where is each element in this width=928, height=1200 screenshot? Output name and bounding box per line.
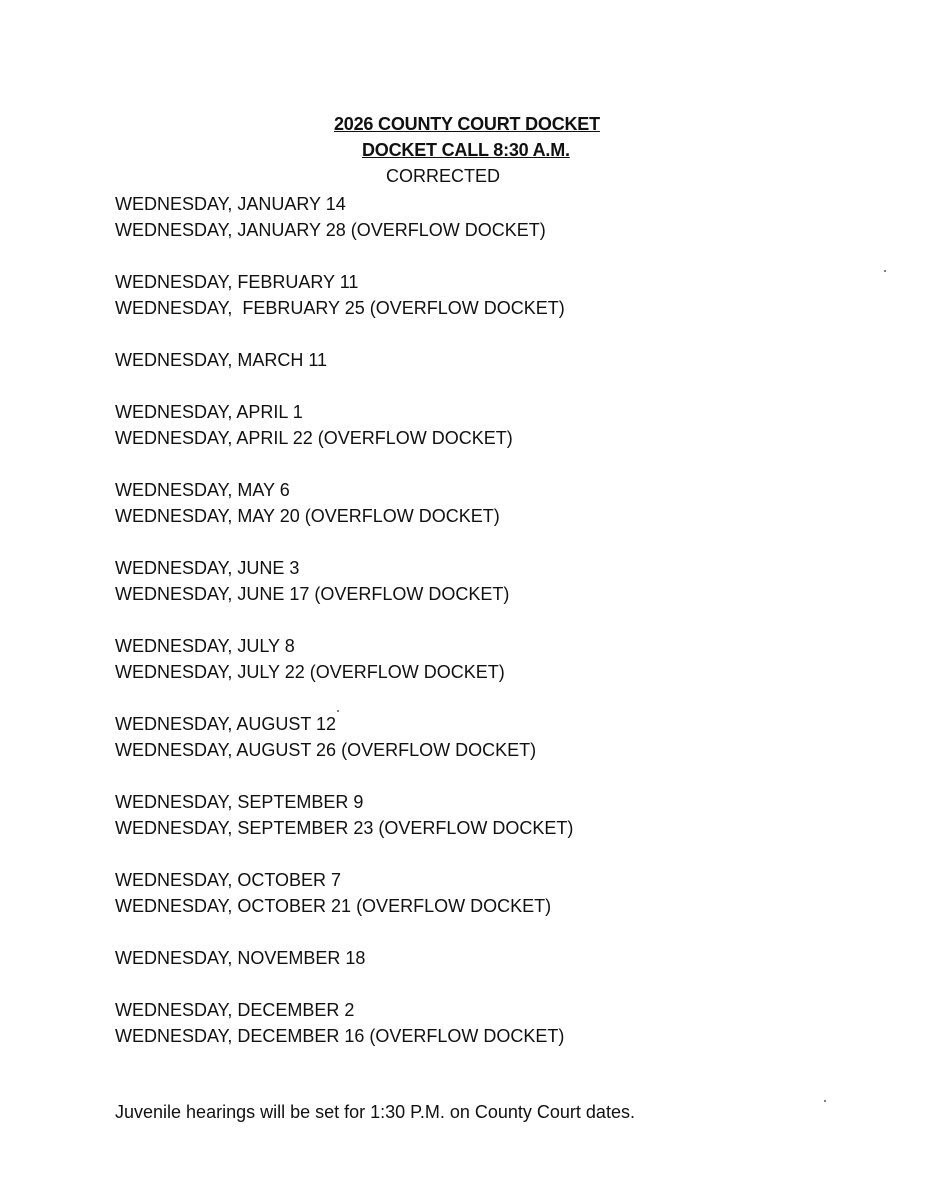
overflow-docket-date: WEDNESDAY, AUGUST 26 (OVERFLOW DOCKET)	[115, 740, 537, 760]
month-group	[115, 191, 815, 243]
docket-date: WEDNESDAY, JULY 8	[115, 636, 295, 656]
corrected-label: CORRECTED	[386, 166, 501, 186]
scan-speck	[337, 710, 339, 712]
month-group	[115, 347, 815, 373]
overflow-docket-date: WEDNESDAY, SEPTEMBER 23 (OVERFLOW DOCKET)	[115, 818, 574, 838]
docket-call-time: DOCKET CALL 8:30 A.M.	[362, 140, 570, 160]
scan-speck	[884, 270, 886, 272]
docket-date: WEDNESDAY, OCTOBER 7	[115, 870, 342, 890]
docket-date: WEDNESDAY, JUNE 3	[115, 558, 300, 578]
docket-date: WEDNESDAY, JANUARY 14	[115, 194, 346, 214]
month-group	[115, 997, 815, 1049]
docket-date: WEDNESDAY, MAY 6	[115, 480, 290, 500]
month-group	[115, 555, 815, 607]
docket-date: WEDNESDAY, APRIL 1	[115, 402, 303, 422]
overflow-docket-date: WEDNESDAY, JULY 22 (OVERFLOW DOCKET)	[115, 662, 505, 682]
overflow-docket-date: WEDNESDAY, APRIL 22 (OVERFLOW DOCKET)	[115, 428, 513, 448]
overflow-docket-date: WEDNESDAY, MAY 20 (OVERFLOW DOCKET)	[115, 506, 500, 526]
month-group	[115, 269, 815, 321]
docket-date: WEDNESDAY, DECEMBER 2	[115, 1000, 355, 1020]
overflow-docket-date: WEDNESDAY, JUNE 17 (OVERFLOW DOCKET)	[115, 584, 510, 604]
docket-date: WEDNESDAY, SEPTEMBER 9	[115, 792, 364, 812]
overflow-docket-date: WEDNESDAY, FEBRUARY 25 (OVERFLOW DOCKET)	[115, 298, 565, 318]
month-group	[115, 945, 815, 971]
document-title: 2026 COUNTY COURT DOCKET	[334, 114, 600, 134]
docket-date-list	[115, 191, 815, 1075]
docket-date: WEDNESDAY, MARCH 11	[115, 350, 328, 370]
month-group	[115, 711, 815, 763]
month-group	[115, 477, 815, 529]
scan-speck	[824, 1100, 826, 1102]
month-group	[115, 789, 815, 841]
overflow-docket-date: WEDNESDAY, OCTOBER 21 (OVERFLOW DOCKET)	[115, 896, 552, 916]
docket-date: WEDNESDAY, FEBRUARY 11	[115, 272, 359, 292]
month-group	[115, 867, 815, 919]
overflow-docket-date: WEDNESDAY, DECEMBER 16 (OVERFLOW DOCKET)	[115, 1026, 565, 1046]
docket-date: WEDNESDAY, AUGUST 12	[115, 714, 337, 734]
month-group	[115, 399, 815, 451]
juvenile-hearings-note: Juvenile hearings will be set for 1:30 P.M. on County Court dates.	[115, 1102, 635, 1122]
month-group	[115, 633, 815, 685]
docket-date: WEDNESDAY, NOVEMBER 18	[115, 948, 366, 968]
overflow-docket-date: WEDNESDAY, JANUARY 28 (OVERFLOW DOCKET)	[115, 220, 546, 240]
